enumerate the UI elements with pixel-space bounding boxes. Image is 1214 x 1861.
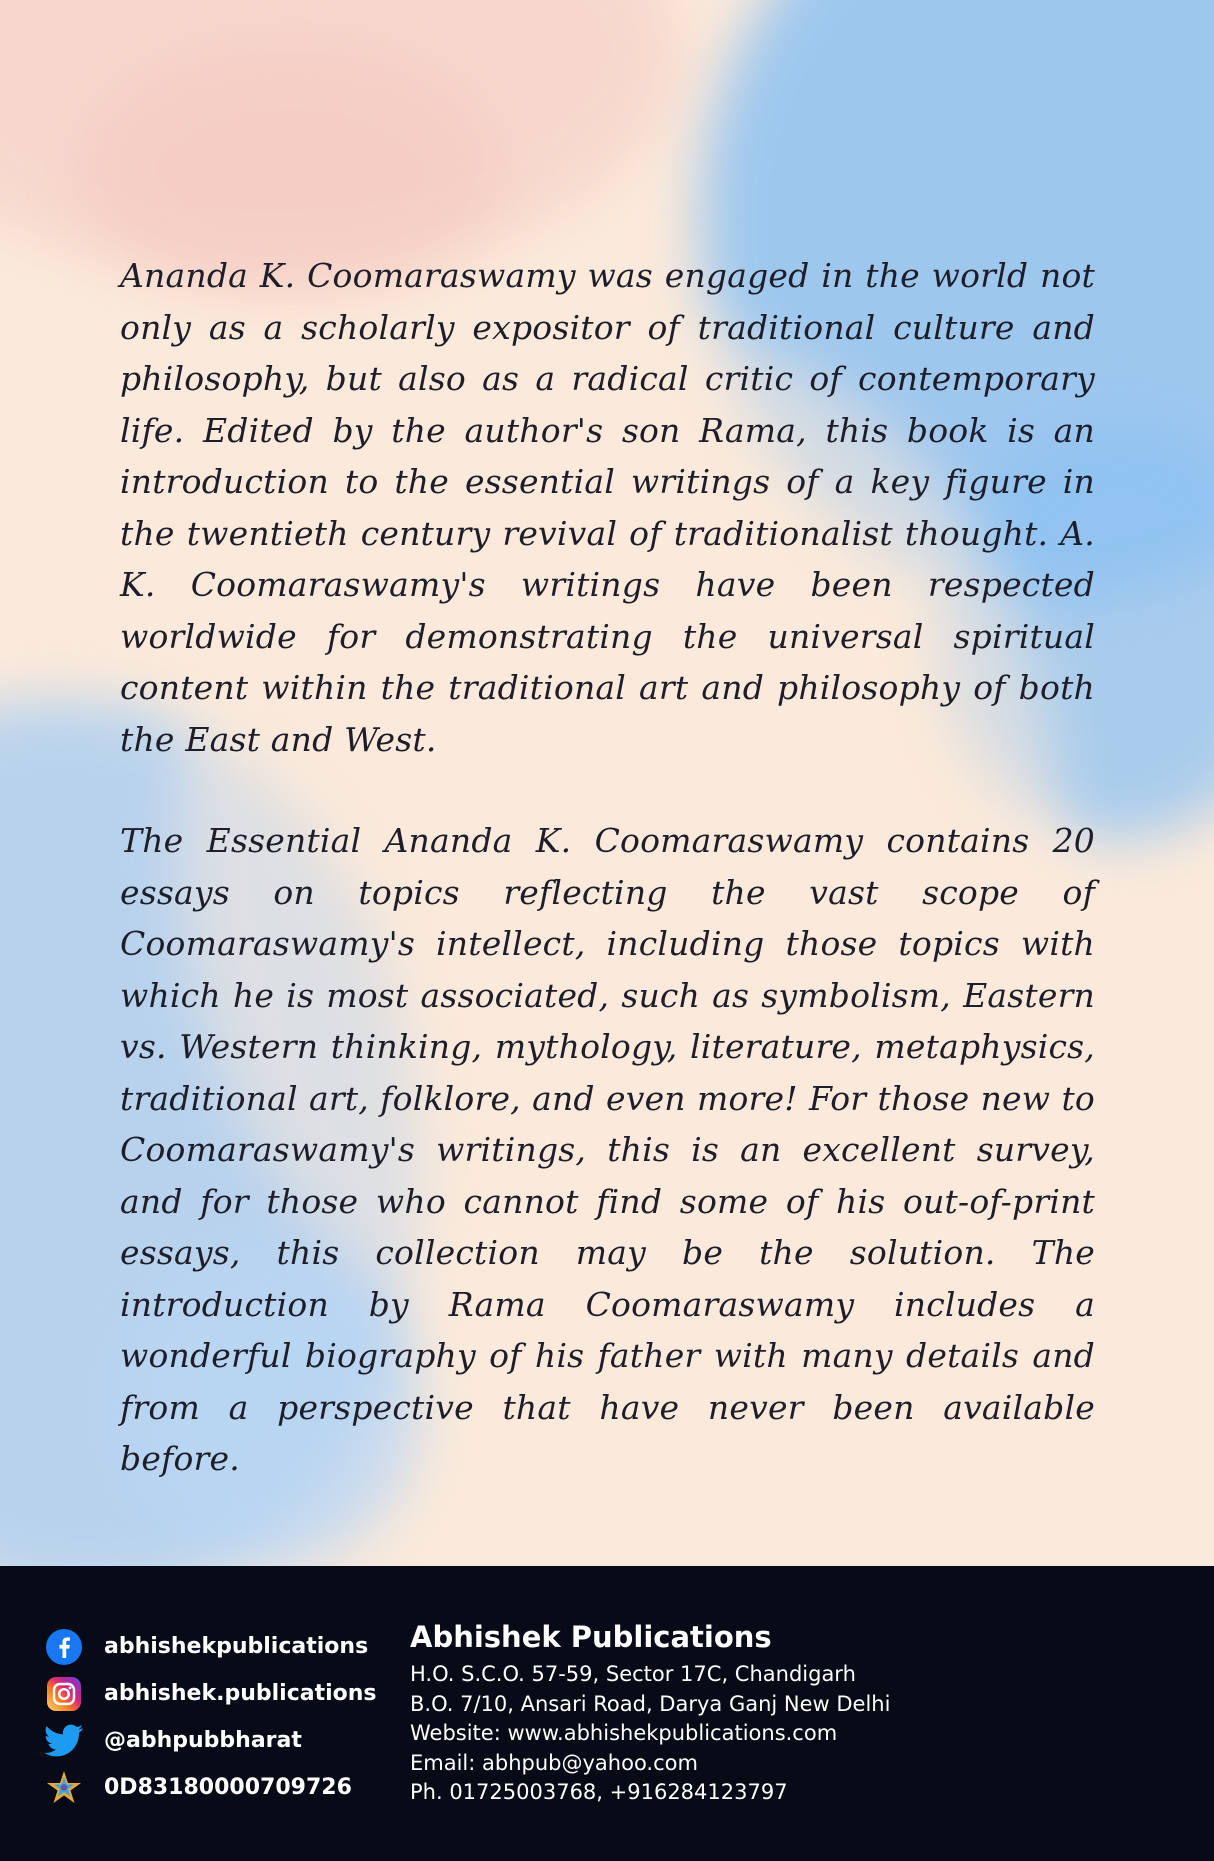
registration-number: 0D83180000709726 xyxy=(104,1775,352,1800)
facebook-handle: abhishekpublications xyxy=(104,1634,369,1659)
social-item-registration xyxy=(44,1764,384,1811)
facebook-icon xyxy=(44,1627,84,1667)
publisher-name: Abhishek Publications xyxy=(410,1620,772,1654)
head-office-address: H.O. S.C.O. 57-59, Sector 17C, Chandigarh xyxy=(410,1662,856,1686)
book-description xyxy=(120,250,1095,1485)
twitter-icon xyxy=(44,1721,84,1761)
social-item-twitter[interactable] xyxy=(44,1717,384,1764)
phone-line: Ph. 01725003768, +916284123797 xyxy=(410,1780,788,1804)
instagram-handle: abhishek.publications xyxy=(104,1681,377,1706)
social-links xyxy=(44,1623,384,1811)
publisher-info xyxy=(410,1618,1200,1808)
website-line[interactable]: Website: www.abhishekpublications.com xyxy=(410,1721,838,1745)
twitter-handle: @abhpubbharat xyxy=(104,1728,302,1753)
email-line[interactable]: Email: abhpub@yahoo.com xyxy=(410,1750,698,1775)
description-paragraph-1: Ananda K. Coomaraswamy was engaged in the world not only as a scholarly expositor of traditional culture and philosophy, but also as a radical critic of contemporary life. Edited by the author's son Rama, this book is an introduction to the essential writings of a key figure in the twentieth century revival of traditionalist thought. A. K. Coomaraswamy's writings have been respected worldwide for demonstrating the universal spiritual content within the traditional art and philosophy of both the East and West. xyxy=(120,256,1095,759)
star-icon xyxy=(44,1768,84,1808)
branch-office-address: B.O. 7/10, Ansari Road, Darya Ganj New Delhi xyxy=(410,1691,891,1716)
instagram-icon xyxy=(44,1674,84,1714)
description-paragraph-2: The Essential Ananda K. Coomaraswamy contains 20 essays on topics reflecting the vast scope of Coomaraswamy's intellect, including those topics with which he is most associated, such as symbolism, Eastern vs. Western thinking, mythology, literature, metaphysics, traditional art, folklore, and even more! For those new to Coomaraswamy's writings, this is an excellent survey, and for those who cannot find some of his out-of-print essays, this collection may be the solution. The introduction by Rama Coomaraswamy includes a wonderful biography of his father with many details and from a perspective that have never been available before. xyxy=(120,821,1095,1478)
social-item-instagram[interactable] xyxy=(44,1670,384,1717)
social-item-facebook[interactable] xyxy=(44,1623,384,1670)
publisher-footer xyxy=(0,1566,1214,1861)
